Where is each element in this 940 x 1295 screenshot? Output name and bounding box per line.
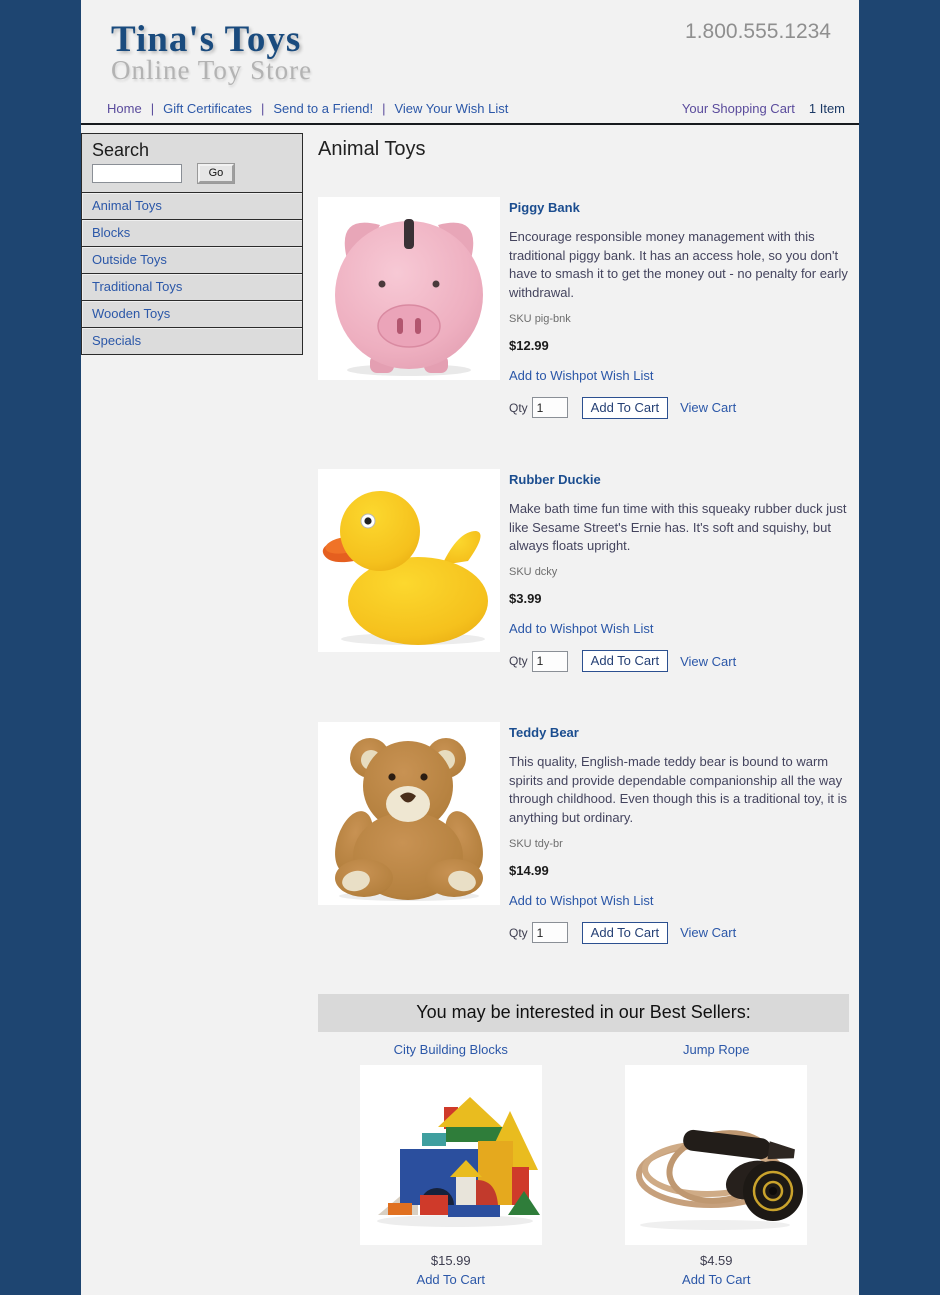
cart-status — [682, 101, 845, 116]
product-sku — [509, 566, 849, 578]
sku-label: SKU — [509, 566, 532, 579]
qty-label: Qty — [509, 654, 528, 669]
view-cart-link[interactable]: View Cart — [680, 925, 737, 941]
qty-label: Qty — [509, 400, 528, 415]
product-name-link[interactable]: Rubber Duckie — [509, 471, 601, 487]
nav-separator: | — [382, 101, 386, 116]
product-details — [509, 197, 849, 419]
nav-links — [107, 101, 508, 116]
best-seller-price: $4.59 — [699, 1252, 733, 1268]
jump-rope-image[interactable] — [625, 1065, 807, 1245]
rubber-duck-image[interactable] — [318, 469, 500, 652]
best-seller-item — [584, 1042, 850, 1287]
product-details — [509, 722, 849, 944]
best-seller-price: $15.99 — [430, 1252, 471, 1268]
product-name-link[interactable]: Piggy Bank — [509, 200, 580, 215]
nav-link-gift-certificates[interactable]: Gift Certificates — [163, 101, 252, 116]
qty-input[interactable] — [532, 397, 568, 418]
product-name-link[interactable]: Teddy Bear — [509, 725, 579, 741]
nav-link-send-to-friend[interactable]: Send to a Friend! — [273, 101, 374, 116]
product-price: $12.99 — [509, 337, 549, 353]
purchase-controls — [509, 650, 849, 672]
sidebar — [81, 133, 303, 355]
page-title: Animal Toys — [318, 138, 426, 160]
sku-value: dcky — [534, 566, 558, 579]
logo-title: Tina's Toys — [111, 19, 302, 60]
search-input[interactable] — [92, 164, 182, 183]
shopping-cart-link[interactable]: Your Shopping Cart — [681, 101, 795, 116]
product-price: $3.99 — [509, 591, 542, 607]
search-section — [82, 134, 302, 192]
sidebar-item-animal-toys[interactable]: Animal Toys — [82, 192, 302, 219]
phone-number: 1.800.555.1234 — [685, 20, 831, 43]
teddy-bear-image[interactable] — [318, 722, 500, 905]
sku-value: pig-bnk — [534, 312, 571, 325]
best-seller-name-link[interactable]: City Building Blocks — [393, 1041, 508, 1057]
view-cart-link[interactable]: View Cart — [680, 653, 737, 669]
product-description: Encourage responsible money management with this traditional piggy bank. It has an access hole, so you don't have to smash it to get the money out - no penalty for early withdrawal. — [509, 229, 848, 301]
add-to-cart-button[interactable]: Add To Cart — [582, 650, 668, 672]
top-navigation — [81, 96, 859, 125]
view-cart-link[interactable]: View Cart — [680, 400, 737, 416]
sku-value: tdy-br — [534, 837, 563, 850]
product-sku — [509, 313, 849, 325]
qty-input[interactable] — [532, 922, 568, 943]
add-to-cart-button[interactable]: Add To Cart — [582, 397, 668, 419]
product-price: $14.99 — [509, 862, 549, 878]
product-row — [318, 469, 849, 672]
wishlist-link[interactable]: Add to Wishpot Wish List — [509, 367, 654, 383]
best-sellers-grid — [318, 1042, 849, 1287]
sidebar-item-blocks[interactable]: Blocks — [82, 219, 302, 246]
building-blocks-image[interactable] — [360, 1065, 542, 1245]
sku-label: SKU — [509, 837, 532, 850]
purchase-controls — [509, 397, 849, 419]
best-seller-item — [318, 1042, 584, 1287]
piggy-bank-image[interactable] — [318, 197, 500, 380]
wishlist-link[interactable]: Add to Wishpot Wish List — [509, 892, 654, 908]
best-sellers-heading: You may be interested in our Best Sellers: — [318, 994, 849, 1032]
logo-subtitle: Online Toy Store — [111, 55, 313, 85]
site-header — [81, 0, 859, 96]
product-details — [509, 469, 849, 672]
product-row — [318, 197, 849, 419]
qty-label: Qty — [509, 925, 528, 940]
purchase-controls — [509, 922, 849, 944]
nav-separator: | — [150, 101, 155, 116]
nav-link-wish-list[interactable]: View Your Wish List — [394, 101, 509, 116]
search-go-button[interactable]: Go — [198, 164, 235, 183]
sidebar-item-traditional-toys[interactable]: Traditional Toys — [82, 273, 302, 300]
sidebar-item-outside-toys[interactable]: Outside Toys — [82, 246, 302, 273]
sidebar-item-specials[interactable]: Specials — [82, 327, 302, 354]
cart-item-count: 1 Item — [808, 101, 845, 116]
product-sku — [509, 838, 849, 850]
best-seller-add-to-cart[interactable]: Add To Cart — [416, 1271, 485, 1287]
qty-input[interactable] — [532, 651, 568, 672]
search-heading: Search — [92, 140, 150, 160]
product-description: Make bath time fun time with this squeaky rubber duck just like Sesame Street's Ernie has. It's soft and squishy, but always floats upright. — [509, 500, 847, 554]
sidebar-item-wooden-toys[interactable]: Wooden Toys — [82, 300, 302, 327]
content-column — [81, 0, 859, 1295]
product-description: This quality, English-made teddy bear is bound to warm spirits and provide dependable companionship all the way through childhood. Even though this is a traditional toy, it is anything but ordinary. — [509, 754, 847, 826]
best-seller-add-to-cart[interactable]: Add To Cart — [682, 1271, 751, 1287]
best-seller-name-link[interactable]: Jump Rope — [683, 1041, 750, 1057]
nav-link-home[interactable]: Home — [107, 101, 142, 116]
sku-label: SKU — [509, 312, 532, 325]
wishlist-link[interactable]: Add to Wishpot Wish List — [509, 621, 654, 637]
nav-separator: | — [260, 101, 265, 116]
main-content — [303, 133, 861, 1287]
add-to-cart-button[interactable]: Add To Cart — [582, 922, 668, 944]
product-row — [318, 722, 849, 944]
